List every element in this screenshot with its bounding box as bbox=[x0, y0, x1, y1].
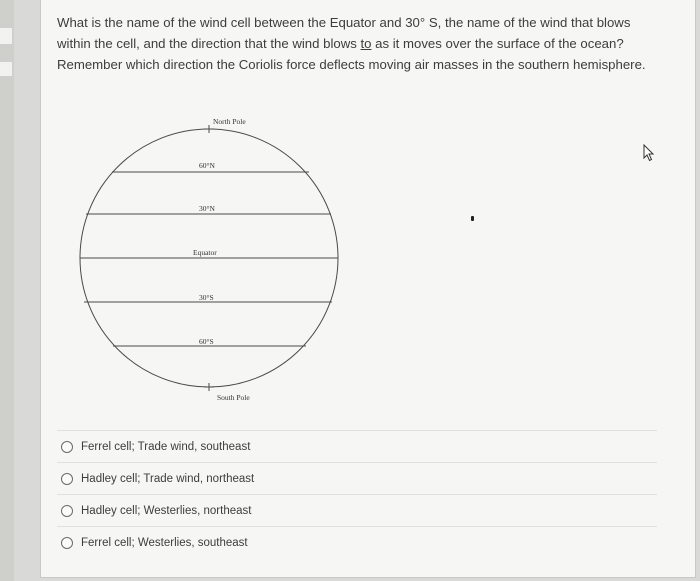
background-window-tab bbox=[0, 28, 12, 44]
answer-options bbox=[57, 430, 657, 558]
earth-latitude-diagram bbox=[41, 0, 697, 420]
radio-button-icon[interactable] bbox=[61, 441, 73, 453]
question-card bbox=[40, 0, 696, 578]
question-text-part1: What is the name of the wind cell between the Equator and 30° S, the name of the wind that blows within the cell, and the direction that the wind blows bbox=[57, 15, 631, 51]
answer-option-2[interactable] bbox=[57, 462, 657, 494]
radio-button-icon[interactable] bbox=[61, 473, 73, 485]
latitude-label-60s: 60°S bbox=[199, 337, 214, 346]
answer-option-label: Ferrel cell; Westerlies, southeast bbox=[81, 536, 248, 549]
equator-label: Equator bbox=[193, 248, 217, 257]
answer-option-1[interactable] bbox=[57, 430, 657, 462]
answer-option-label: Hadley cell; Westerlies, northeast bbox=[81, 504, 252, 517]
answer-option-3[interactable] bbox=[57, 494, 657, 526]
answer-option-4[interactable] bbox=[57, 526, 657, 558]
question-text-part2: as it moves over the surface of the ocean? Remember which direction the Coriolis force deflects moving air masses in the southern hemisphere. bbox=[57, 36, 646, 72]
background-window-edge bbox=[0, 0, 14, 581]
background-window-tab bbox=[0, 62, 12, 76]
north-pole-label: North Pole bbox=[213, 117, 246, 126]
radio-button-icon[interactable] bbox=[61, 537, 73, 549]
radio-button-icon[interactable] bbox=[61, 505, 73, 517]
answer-option-label: Hadley cell; Trade wind, northeast bbox=[81, 472, 255, 485]
stray-mark bbox=[471, 216, 474, 221]
latitude-label-60n: 60°N bbox=[199, 161, 215, 170]
latitude-label-30s: 30°S bbox=[199, 293, 214, 302]
mouse-pointer-icon bbox=[642, 144, 656, 162]
latitude-label-30n: 30°N bbox=[199, 204, 215, 213]
question-text-underlined: to bbox=[360, 36, 372, 51]
answer-option-label: Ferrel cell; Trade wind, southeast bbox=[81, 440, 251, 453]
south-pole-label: South Pole bbox=[217, 393, 250, 402]
